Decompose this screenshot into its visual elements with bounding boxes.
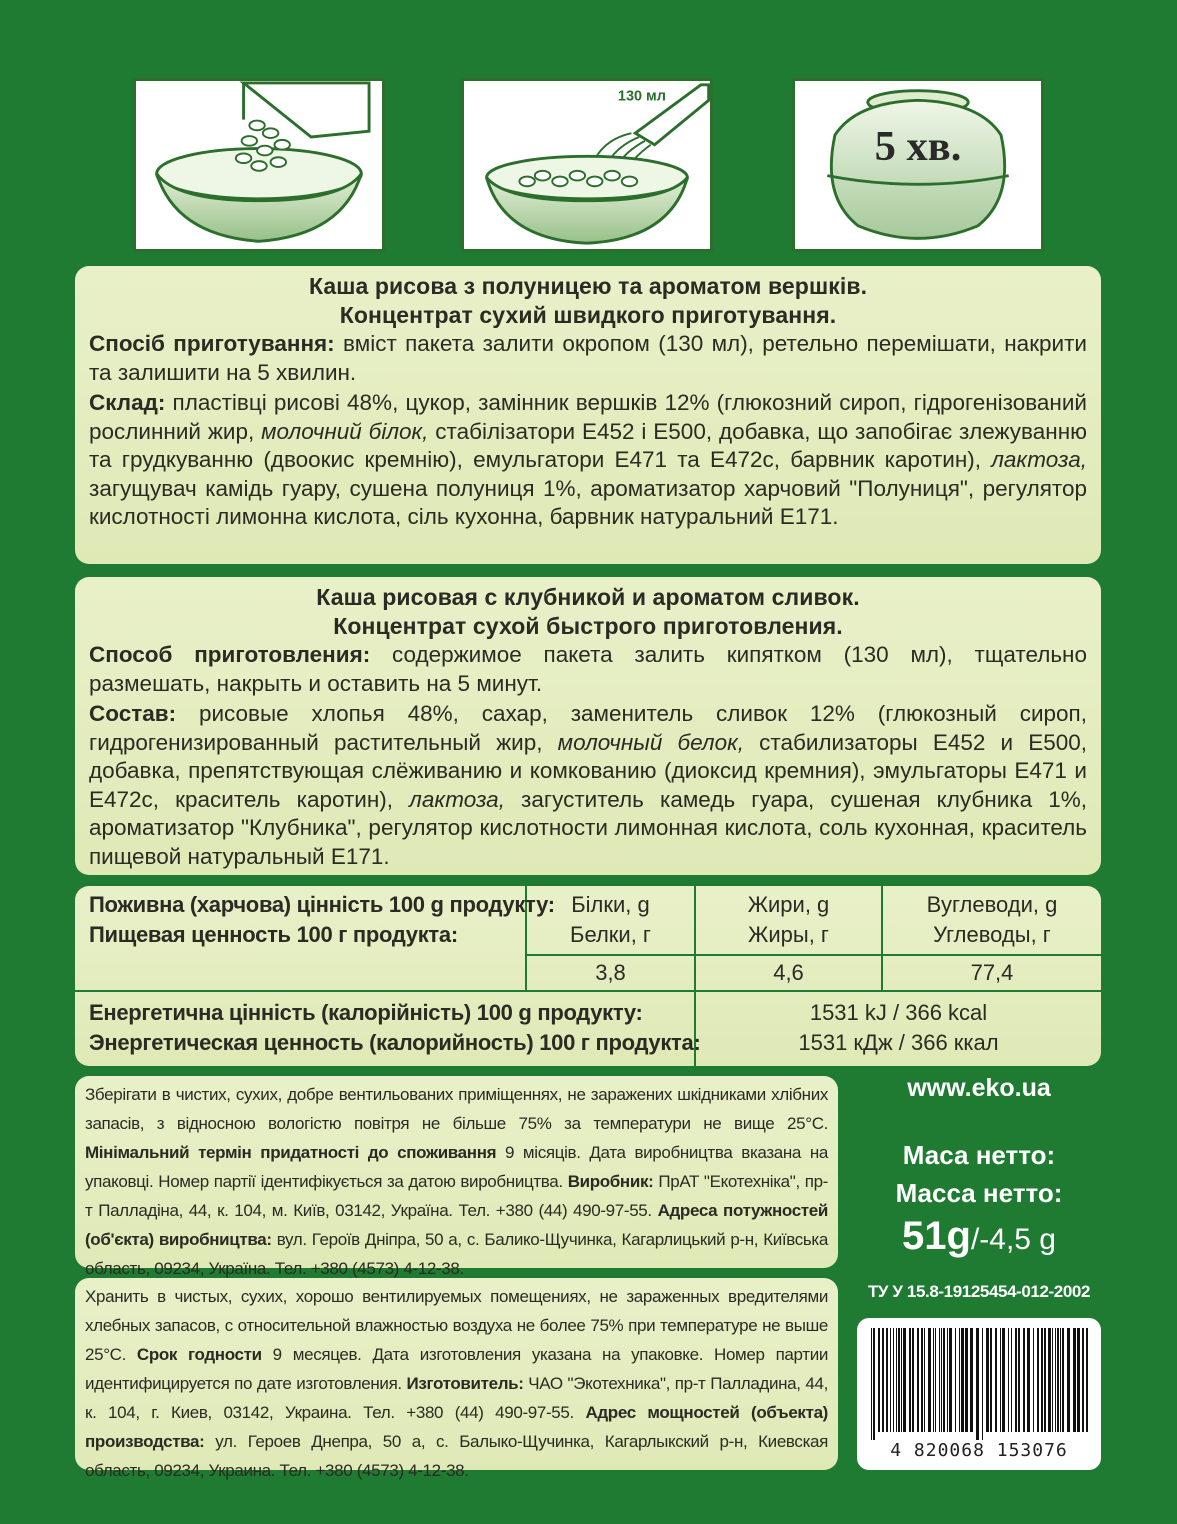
barcode-bar [871, 1328, 872, 1440]
barcode-bar [965, 1328, 968, 1432]
barcode-bar [933, 1328, 934, 1432]
barcode-bar [1018, 1328, 1020, 1432]
shelf-life-label-ru: Срок годности [136, 1345, 262, 1364]
net-weight [857, 1214, 1101, 1259]
protein-value: 3,8 [595, 960, 626, 985]
ru-ingredients-part: загуститель камедь гуара, сушеная клубника 1%, ароматизатор "Клубника", регулятор кислотности лимонная кислота, соль кухонная, краситель пищевой натуральный Е171. [89, 786, 1087, 869]
storage-ua-text: Зберігати в чистих, сухих, добре вентильованих приміщеннях, не заражених шкідниками хлібних запасів, з відносною вологістю повітря не більше 75% за температури не вище 25°С. [85, 1085, 828, 1133]
barcode-bar [1011, 1328, 1012, 1432]
barcode-bar [961, 1328, 964, 1432]
barcode-bar [873, 1328, 875, 1440]
water-volume-label: 130 мл [617, 88, 666, 105]
ru-ingredients [89, 700, 1087, 871]
barcode-bar [947, 1328, 948, 1432]
barcode-bar [959, 1328, 960, 1432]
carb-value: 77,4 [970, 960, 1014, 985]
ru-product-type: Концентрат сухой быстрого приготовления. [333, 613, 843, 639]
barcode-bar [928, 1328, 931, 1432]
barcode-bar [882, 1328, 884, 1432]
production-address-label-ua: Адреса потужностей (об'єкта) виробництва: [85, 1201, 828, 1249]
barcode-bar [1052, 1328, 1053, 1432]
barcode-bar [1023, 1328, 1025, 1432]
ukrainian-description-panel [75, 266, 1101, 564]
storage-info-ua [75, 1076, 838, 1278]
shelf-life-label-ua: Мінімальний термін придатності до споживання [85, 1143, 497, 1162]
carb-header-ua: Вуглеводи, g [926, 892, 1058, 917]
manufacturer-label-ru: Изготовитель: [406, 1374, 524, 1393]
ua-preparation-label: Спосіб приготування: [89, 331, 335, 356]
barcode-bar [1000, 1328, 1001, 1432]
barcode-bar [1082, 1328, 1084, 1432]
ru-allergen-milk-protein: молочный белок, [557, 729, 745, 755]
barcode-bar [1044, 1328, 1046, 1432]
barcode-bar [901, 1328, 902, 1432]
barcode-bar [1033, 1328, 1034, 1432]
barcode-bar [982, 1328, 983, 1440]
barcode-bar [1015, 1328, 1017, 1432]
ru-ingredients-part: рисовые хлопья 48%, сахар, заменитель сливок 12% (глюкозный сироп, гидрогенизированный растительный жир, [89, 701, 1087, 755]
net-weight-value: 51g [902, 1214, 971, 1258]
carb-header-ru: Углеводы, г [933, 922, 1051, 947]
fat-header-ru: Жиры, г [748, 922, 829, 947]
ua-ingredients-part: стабілізатори Е452 і Е500, добавка, що запобігає злежуванню та грудкуванню (двоокис кремнію), емульгатори Е471 та Е472с, барвник каротин), [89, 418, 1087, 472]
ua-preparation-text: вміст пакета залити окропом (130 мл), ретельно перемішати, накрити та залишити на 5 хвилин. [89, 331, 1087, 385]
ua-ingredients [89, 389, 1087, 532]
website[interactable]: www.eko.ua [907, 1074, 1051, 1102]
net-weight-label-ua: Маса нетто: [902, 1140, 1056, 1170]
barcode-bar [890, 1328, 891, 1432]
ru-preparation-text: содержимое пакета залить кипятком (130 мл), тщательно размешать, накрыть и оставить на 5 минут. [89, 642, 1087, 696]
storage-ru-text: Хранить в чистых, сухих, хорошо вентилируемых помещениях, не зараженных вредителями хлебных запасов, с относительной влажностью воздуха не более 75% при температуре не выше 25°С. [85, 1287, 828, 1364]
barcode [857, 1318, 1101, 1470]
step-pour-flakes-icon [133, 78, 385, 252]
ua-ingredients-label: Склад: [89, 390, 166, 415]
ua-allergen-lactose: лактоза, [991, 447, 1087, 472]
barcode-bar [909, 1328, 911, 1432]
nutrition-label-ru: Пищевая ценность 100 г продукта: [89, 922, 458, 947]
energy-value-ru: 1531 кДж / 366 ккал [798, 1030, 999, 1055]
barcode-bar [886, 1328, 888, 1432]
storage-ua-text: ПрАТ "Екотехніка", пр-т Палладіна, 44, к. 104, м. Київ, 03142, Україна. Тел. +380 (44) 490-97-55. [85, 1172, 828, 1220]
ua-ingredients-part: пластівці рисові 48%, цукор, замінник вершків 12% (глюкозний сироп, гідрогенізований рослинний жир, [89, 390, 1087, 444]
barcode-bar [976, 1328, 979, 1440]
storage-ua-text: вул. Героїв Дніпра, 50 а, с. Балико-Щучинка, Кагарлицький р-н, Київська область, 09234, Україна. Тел. +380 (4573) 4-12-38. [85, 1230, 828, 1278]
storage-info-ru [75, 1278, 838, 1480]
barcode-bar [935, 1328, 936, 1432]
ru-product-name: Каша рисовая с клубникой и ароматом сливок. [316, 584, 860, 610]
barcode-bar [1057, 1328, 1059, 1432]
barcode-bar [1062, 1328, 1064, 1432]
storage-ru-text: ЧАО "Экотехника", пр-т Палладина, 44, к. 104, г. Киев, 03142, Украина. Тел. +380 (44) 490-97-55. [85, 1374, 828, 1422]
barcode-bar [943, 1328, 945, 1432]
barcode-bar [970, 1328, 973, 1432]
barcode-bars-icon [867, 1328, 1091, 1440]
manufacturer-label-ua: Виробник: [567, 1172, 654, 1191]
barcode-bar [955, 1328, 956, 1432]
technical-standard: ТУ У 15.8-19125454-012-2002 [867, 1282, 1091, 1301]
barcode-bar [893, 1328, 894, 1432]
barcode-bar [1037, 1328, 1039, 1432]
step-wait-5-min-icon [792, 78, 1044, 252]
russian-description-panel [75, 577, 1101, 875]
fat-header-ua: Жири, g [747, 892, 830, 917]
net-weight-tolerance: /-4,5 g [970, 1223, 1056, 1256]
nutrition-table [75, 886, 1101, 1066]
barcode-bar [924, 1328, 925, 1432]
barcode-bar [990, 1328, 992, 1432]
ru-preparation [89, 641, 1087, 698]
barcode-bar [1073, 1328, 1076, 1432]
ru-ingredients-part: стабилизаторы Е452 и Е500, добавка, препятствующая слёживанию и комкованию (диоксид кремния), эмульгаторы Е471 и Е472с, краситель каротин), [89, 729, 1088, 812]
ua-ingredients-part: загущувач камідь гуару, сушена полуниця 1%, ароматизатор харчовий "Полуниця", регулятор кислотності лимонна кислота, сіль кухонна, барвник натуральний Е171. [89, 475, 1087, 529]
ru-ingredients-label: Состав: [89, 701, 177, 726]
ua-preparation [89, 330, 1087, 387]
ua-product-name: Каша рисова з полуницею та ароматом вершків. [308, 273, 868, 299]
protein-header-ru: Белки, г [570, 922, 651, 947]
barcode-bar [1067, 1328, 1070, 1432]
barcode-bar [941, 1328, 942, 1432]
barcode-bar [1086, 1328, 1088, 1432]
ru-allergen-lactose: лактоза, [409, 786, 505, 812]
barcode-bar [1077, 1328, 1080, 1432]
storage-ru-text: 9 месяцев. Дата изготовления указана на упаковке. Номер партии идентифицируется по дате изготовления. [85, 1345, 828, 1393]
barcode-bar [949, 1328, 952, 1432]
step-pour-water-icon [461, 78, 713, 252]
ua-product-type: Концентрат сухий швидкого приготування. [339, 302, 837, 328]
barcode-bar [1041, 1328, 1043, 1432]
barcode-bar [986, 1328, 989, 1432]
barcode-bar [903, 1328, 906, 1432]
barcode-bar [921, 1328, 923, 1432]
barcode-bar [1008, 1328, 1009, 1432]
barcode-number: 4 820068 153076 [890, 1440, 1068, 1461]
protein-header-ua: Білки, g [571, 892, 650, 917]
barcode-bar [1002, 1328, 1005, 1432]
barcode-bar [995, 1328, 997, 1432]
barcode-bar [939, 1328, 940, 1432]
barcode-bar [917, 1328, 919, 1432]
fat-value: 4,6 [773, 960, 804, 985]
barcode-bar [1048, 1328, 1051, 1432]
energy-value-ua: 1531 kJ / 366 kcal [809, 1000, 988, 1025]
ru-preparation-label: Способ приготовления: [89, 642, 371, 667]
barcode-bar [912, 1328, 914, 1432]
barcode-bar [1027, 1328, 1030, 1432]
barcode-bar [1055, 1328, 1056, 1432]
nutrition-label-ua: Поживна (харчова) цінність 100 g продукту: [89, 892, 555, 917]
production-address-label-ru: Адрес мощностей (объекта) производства: [85, 1403, 828, 1451]
timer-label: 5 хв. [874, 123, 962, 171]
net-weight-label-ru: Масса нетто: [895, 1178, 1063, 1208]
ua-allergen-milk-protein: молочний білок, [261, 418, 429, 444]
barcode-bar [896, 1328, 897, 1432]
storage-ru-text: ул. Героев Днепра, 50 а, с. Балыко-Щучинка, Кагарлыкский р-н, Киевская область, 09234, Украина. Тел. +380 (4573) 4-12-38. [85, 1432, 828, 1480]
storage-ua-text: 9 місяців. Дата виробництва вказана на упаковці. Номер партії ідентифікується за датою виробництва. [85, 1143, 828, 1191]
barcode-bar [878, 1328, 880, 1432]
barcode-bar [1060, 1328, 1061, 1432]
energy-label-ua: Енергетична цінність (калорійність) 100 g продукту: [89, 1000, 643, 1025]
energy-label-ru: Энергетическая ценность (калорийность) 100 г продукта: [89, 1030, 701, 1055]
barcode-bar [898, 1328, 900, 1432]
